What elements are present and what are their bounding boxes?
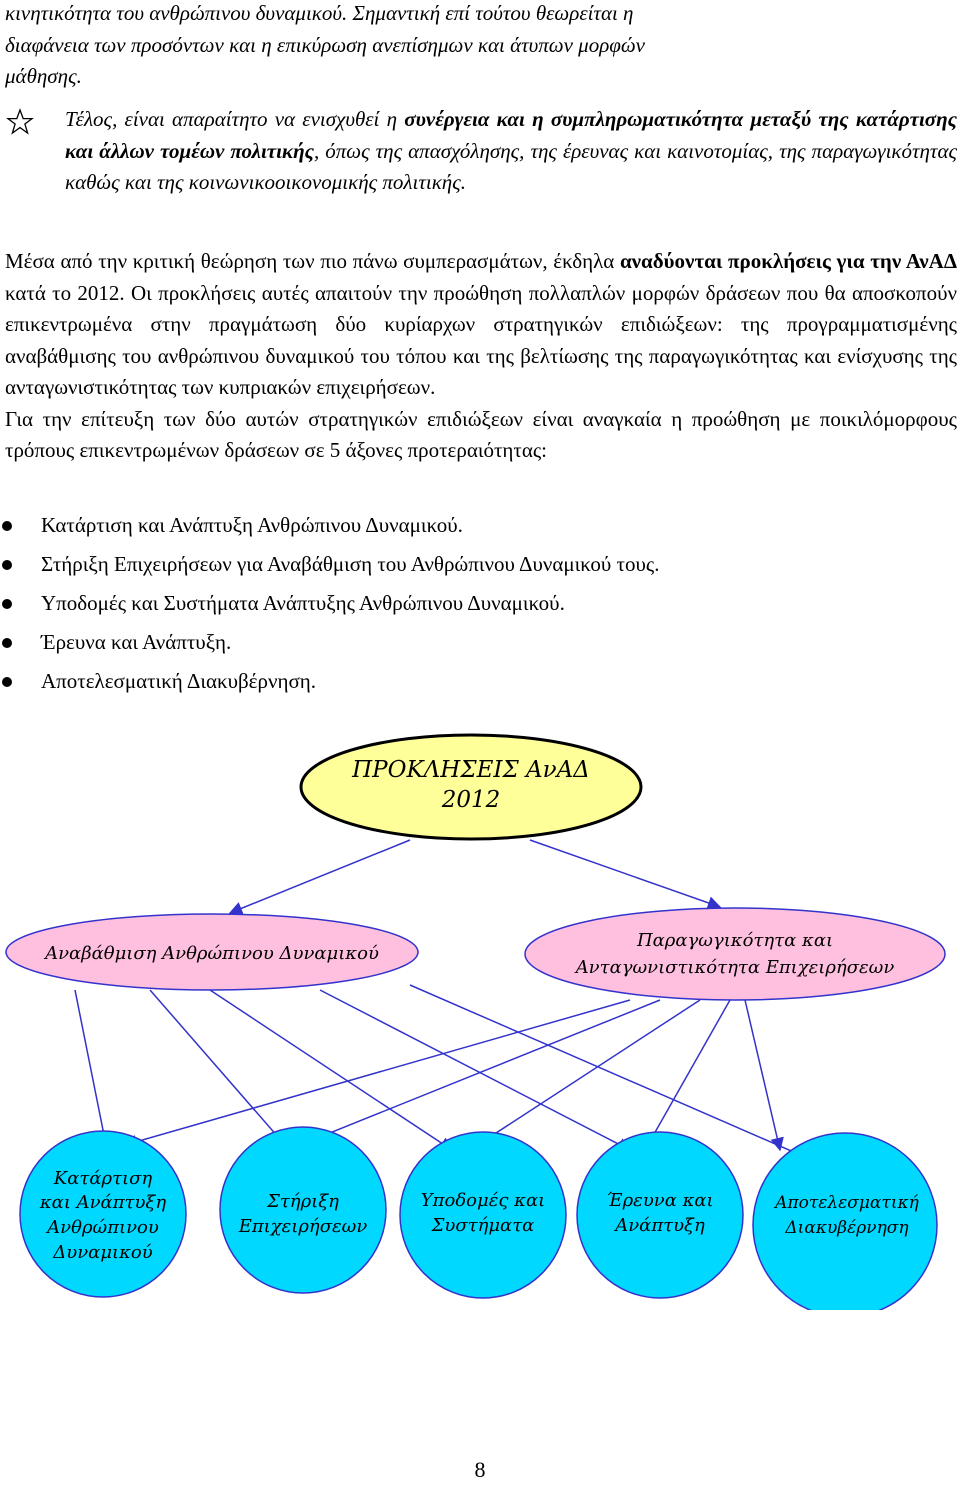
list-item: Υποδομές και Συστήματα Ανάπτυξης Ανθρώπινου Δυναμικού. xyxy=(0,587,659,626)
bottom-node-label: Υποδομές και xyxy=(420,1190,546,1211)
top-node-year: 2012 xyxy=(441,787,501,813)
list-item: Κατάρτιση και Ανάπτυξη Ανθρώπινου Δυναμικού. xyxy=(0,509,659,548)
arrow xyxy=(210,990,452,1150)
challenges-paragraph xyxy=(5,246,957,467)
bottom-node-label: Επιχειρήσεων xyxy=(238,1216,368,1237)
bottom-node-label: Ανθρώπινου xyxy=(47,1217,159,1238)
arrow xyxy=(530,840,720,907)
arrow xyxy=(745,1000,780,1150)
list-item: Στήριξη Επιχειρήσεων για Αναβάθμιση του Ανθρώπινου Δυναμικού τους. xyxy=(0,548,659,587)
bottom-node-label: Στήριξη xyxy=(267,1191,339,1212)
bullet-icon xyxy=(2,638,12,648)
arrow xyxy=(230,840,410,913)
bullet-icon xyxy=(2,521,12,531)
bullet-icon xyxy=(2,599,12,609)
bottom-node-label: και Ανάπτυξη xyxy=(39,1192,167,1213)
bottom-node-label: Έρευνα και xyxy=(606,1190,714,1211)
challenges-text-1: Μέσα από την κριτική θεώρηση των πιο πάνω συμπερασμάτων, έκδηλα xyxy=(5,249,620,273)
bullet-icon xyxy=(2,560,12,570)
arrow xyxy=(645,1000,730,1150)
challenges-text-3: Για την επίτευξη των δύο αυτών στρατηγικών επιδιώξεων είναι αναγκαία η προώθηση με ποικιλόμορφους τρόπους επικεντρωμένων δράσεων σε 5 άξονες προτεραιότητας: xyxy=(5,406,957,462)
bottom-node-label: Αποτελεσματική xyxy=(775,1193,919,1213)
top-node-title: ΠΡΟΚΛΗΣΕΙΣ ΑνΑΔ xyxy=(352,757,590,783)
star-icon xyxy=(6,108,34,136)
middle-right-line-1: Παραγωγικότητα και xyxy=(636,930,834,951)
challenges-text-2: κατά το 2012. Οι προκλήσεις αυτές απαιτούν την προώθηση πολλαπλών μορφών δράσεων που θα αποσκοπούν επικεντρωμένα στην πραγμάτωση δύο κυρίαρχων στρατηγικών επιδιώξεων: της προγραμματισμένης αναβάθμισης του ανθρώπινου δυναμικού του τόπου και της βελτίωσης της παραγωγικότητας και ενίσχυσης της ανταγωνιστικότητας των κυπριακών επιχειρήσεων. xyxy=(5,280,957,399)
page-number: 8 xyxy=(474,1457,486,1482)
bottom-node-label: Συστήματα xyxy=(431,1215,535,1236)
bottom-node-circle xyxy=(20,1131,186,1297)
bottom-node-label: Κατάρτιση xyxy=(53,1168,153,1189)
arrow xyxy=(125,1000,630,1145)
intro-paragraph xyxy=(5,0,957,93)
bottom-node-label: Διακυβέρνηση xyxy=(785,1218,909,1238)
arrow xyxy=(300,1000,660,1145)
bottom-node-label: Ανάπτυξη xyxy=(615,1215,705,1236)
arrow xyxy=(75,990,106,1145)
synergy-text-2: , όπως της απασχόλησης, της έρευνας και καινοτομίας, της παραγωγικότητας καθώς και της κοινωνικοοικονομικής πολιτικής. xyxy=(65,138,957,194)
challenges-bold: αναδύονται προκλήσεις για την ΑνΑΔ xyxy=(619,249,958,273)
synergy-text-1: Τέλος, είναι απαραίτητο να ενισχυθεί η xyxy=(65,107,405,131)
arrow xyxy=(150,990,285,1145)
synergy-bold: συνέργεια και η συμπληρωματικότητα μεταξύ της κατάρτισης και άλλων τομέων πολιτικής xyxy=(65,107,957,163)
bottom-node-label: Δυναμικού xyxy=(53,1242,153,1263)
intro-line-3: μάθησης. xyxy=(5,64,82,88)
challenges-diagram xyxy=(0,730,960,1310)
middle-right-ellipse xyxy=(525,908,945,1000)
intro-line-1: κινητικότητα του ανθρώπινου δυναμικού. Σημαντική επί τούτου θεωρείται η xyxy=(5,1,634,25)
bullet-icon xyxy=(2,677,12,687)
middle-left-label: Αναβάθμιση Ανθρώπινου Δυναμικού xyxy=(45,943,379,964)
list-item: Αποτελεσματική Διακυβέρνηση. xyxy=(0,665,659,704)
synergy-paragraph xyxy=(65,104,957,199)
intro-line-2: διαφάνεια των προσόντων και η επικύρωση ανεπίσημων και άτυπων μορφών xyxy=(5,32,645,57)
priority-axes-list xyxy=(0,509,659,704)
list-item: Έρευνα και Ανάπτυξη. xyxy=(0,626,659,665)
middle-right-line-2: Ανταγωνιστικότητα Επιχειρήσεων xyxy=(575,957,895,978)
